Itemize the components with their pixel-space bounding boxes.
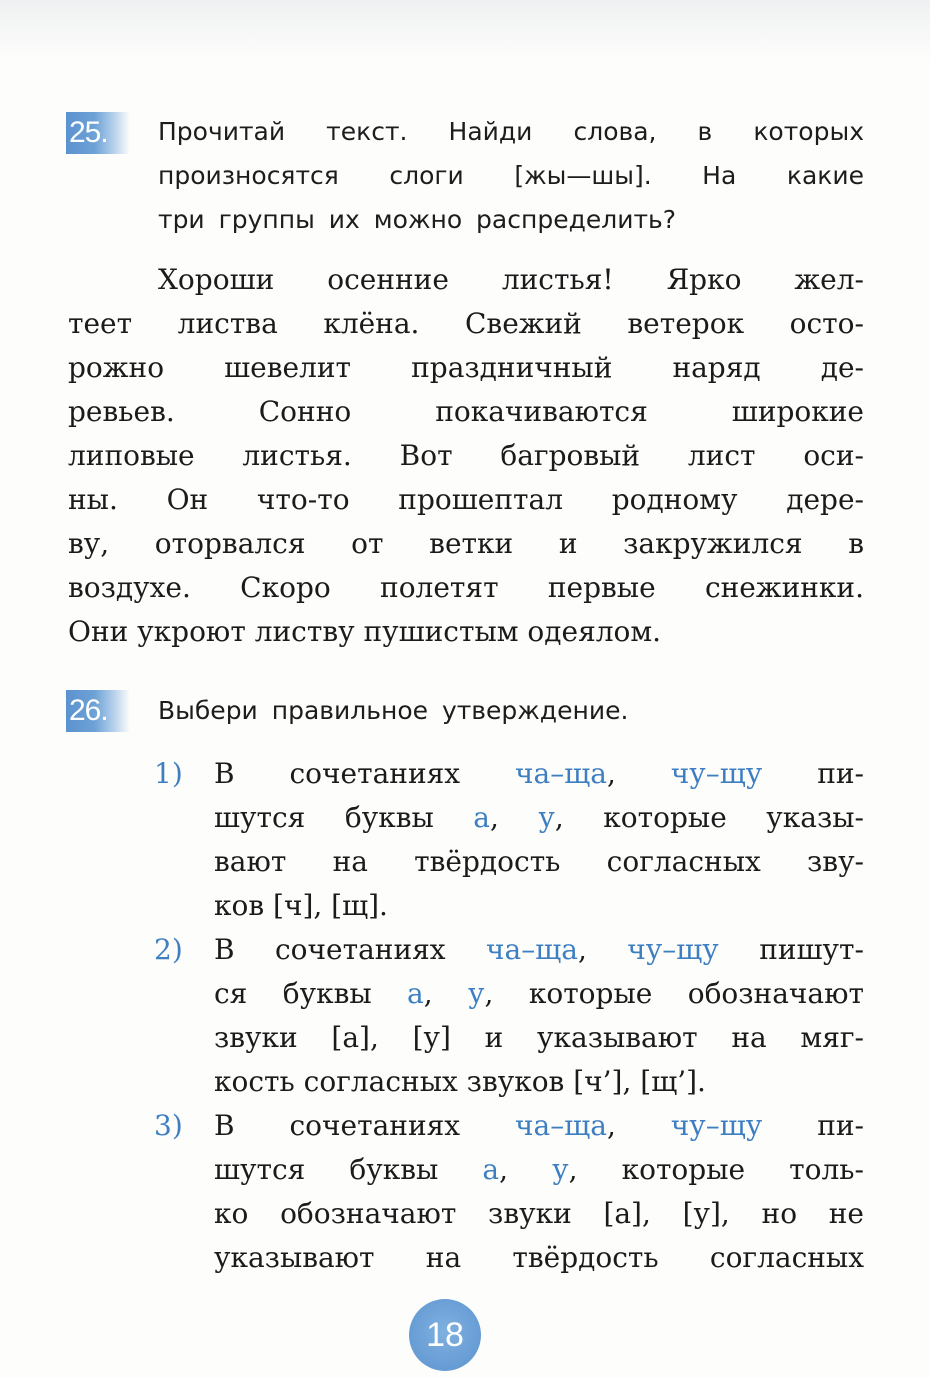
option-line xyxy=(214,1148,864,1192)
text-segment: , xyxy=(499,1153,553,1186)
reading-line: теет листва клёна. Свежий ветерок осто- xyxy=(68,307,864,340)
text-segment: , xyxy=(489,801,539,834)
text-segment: указывают на твёрдость согласных xyxy=(214,1241,864,1274)
reading-line: Они укроют листву пушистым одеялом. xyxy=(68,615,662,648)
reading-line: рожно шевелит праздничный наряд де- xyxy=(68,351,864,384)
text-segment: пи- xyxy=(762,1109,864,1142)
highlighted-letters: у xyxy=(538,801,555,834)
text-segment: шутся буквы xyxy=(214,801,474,834)
option-line xyxy=(214,1236,864,1280)
text-segment: , которые обозначают xyxy=(484,977,864,1010)
task-25-instruction-line: произносятся слоги [жы—шы]. На какие xyxy=(158,161,864,190)
text-segment: ков [ч], [щ]. xyxy=(214,889,388,922)
highlighted-letters: а xyxy=(482,1153,500,1186)
highlighted-letters: ча–ща xyxy=(515,757,607,790)
page-top-shadow xyxy=(0,0,930,60)
highlighted-letters: чу–щу xyxy=(670,757,763,790)
highlighted-letters: ча–ща xyxy=(515,1109,607,1142)
highlighted-letters: у xyxy=(552,1153,569,1186)
option-line xyxy=(214,840,864,884)
highlighted-letters: ча–ща xyxy=(486,933,578,966)
task-26-number: 26. xyxy=(69,694,108,727)
task-25-instruction-line: Прочитай текст. Найди слова, в которых xyxy=(158,117,864,146)
text-segment: В сочетаниях xyxy=(214,933,487,966)
highlighted-letters: чу–щу xyxy=(670,1109,763,1142)
option-line xyxy=(214,928,864,972)
text-segment: В сочетаниях xyxy=(214,1109,516,1142)
task-25-instruction-line: три группы их можно распределить? xyxy=(158,205,677,234)
text-segment: , xyxy=(577,933,628,966)
text-segment: пишут- xyxy=(718,933,864,966)
option-number: 1) xyxy=(154,757,183,790)
task-26-badge xyxy=(66,690,130,732)
reading-line: ревьев. Сонно покачиваются широкие xyxy=(68,395,864,428)
task-25-instruction xyxy=(158,110,864,242)
page-number: 18 xyxy=(426,1316,464,1354)
text-segment: ко обозначают звуки [а], [у], но не xyxy=(214,1197,864,1230)
reading-line: ны. Он что-то прошептал родному дере- xyxy=(68,483,864,516)
option-number: 2) xyxy=(154,933,183,966)
task-26-options xyxy=(150,752,864,1280)
option-text xyxy=(214,1104,864,1280)
text-segment: ся буквы xyxy=(214,977,408,1010)
task-25-number: 25. xyxy=(69,116,108,149)
reading-line: липовые листья. Вот багровый лист оси- xyxy=(68,439,864,472)
text-segment: , которые толь- xyxy=(568,1153,864,1186)
option-text xyxy=(214,752,864,928)
option-line xyxy=(214,796,864,840)
option-line xyxy=(214,972,864,1016)
highlighted-letters: у xyxy=(468,977,485,1010)
task-26-instruction xyxy=(158,689,864,733)
text-segment: вают на твёрдость согласных зву- xyxy=(214,845,864,878)
option-1 xyxy=(150,752,864,928)
page-number-badge xyxy=(409,1299,481,1371)
highlighted-letters: а xyxy=(473,801,490,834)
text-segment: , xyxy=(606,757,671,790)
option-line xyxy=(214,1104,864,1148)
task-25-badge xyxy=(66,112,130,154)
option-line xyxy=(214,752,864,796)
option-line xyxy=(214,1192,864,1236)
option-2 xyxy=(150,928,864,1104)
task-26-instruction-line: Выбери правильное утверждение. xyxy=(158,696,629,725)
option-3 xyxy=(150,1104,864,1280)
text-segment: , которые указы- xyxy=(554,801,864,834)
task-25-reading-text xyxy=(68,258,864,654)
text-segment: , xyxy=(606,1109,671,1142)
highlighted-letters: чу–щу xyxy=(627,933,719,966)
text-segment: пи- xyxy=(762,757,864,790)
option-text xyxy=(214,928,864,1104)
reading-line: воздухе. Скоро полетят первые снежинки. xyxy=(68,571,864,604)
option-line xyxy=(214,1016,864,1060)
text-segment: кость согласных звуков [ч’], [щ’]. xyxy=(214,1065,706,1098)
text-segment: шутся буквы xyxy=(214,1153,483,1186)
option-line xyxy=(214,1060,864,1104)
reading-line: ву, оторвался от ветки и закружился в xyxy=(68,527,864,560)
text-segment: , xyxy=(423,977,469,1010)
option-number: 3) xyxy=(154,1109,183,1142)
option-line xyxy=(214,884,864,928)
reading-line: Хороши осенние листья! Ярко жел- xyxy=(158,263,864,296)
text-segment: В сочетаниях xyxy=(214,757,516,790)
highlighted-letters: а xyxy=(407,977,424,1010)
text-segment: звуки [а], [у] и указывают на мяг- xyxy=(214,1021,864,1054)
